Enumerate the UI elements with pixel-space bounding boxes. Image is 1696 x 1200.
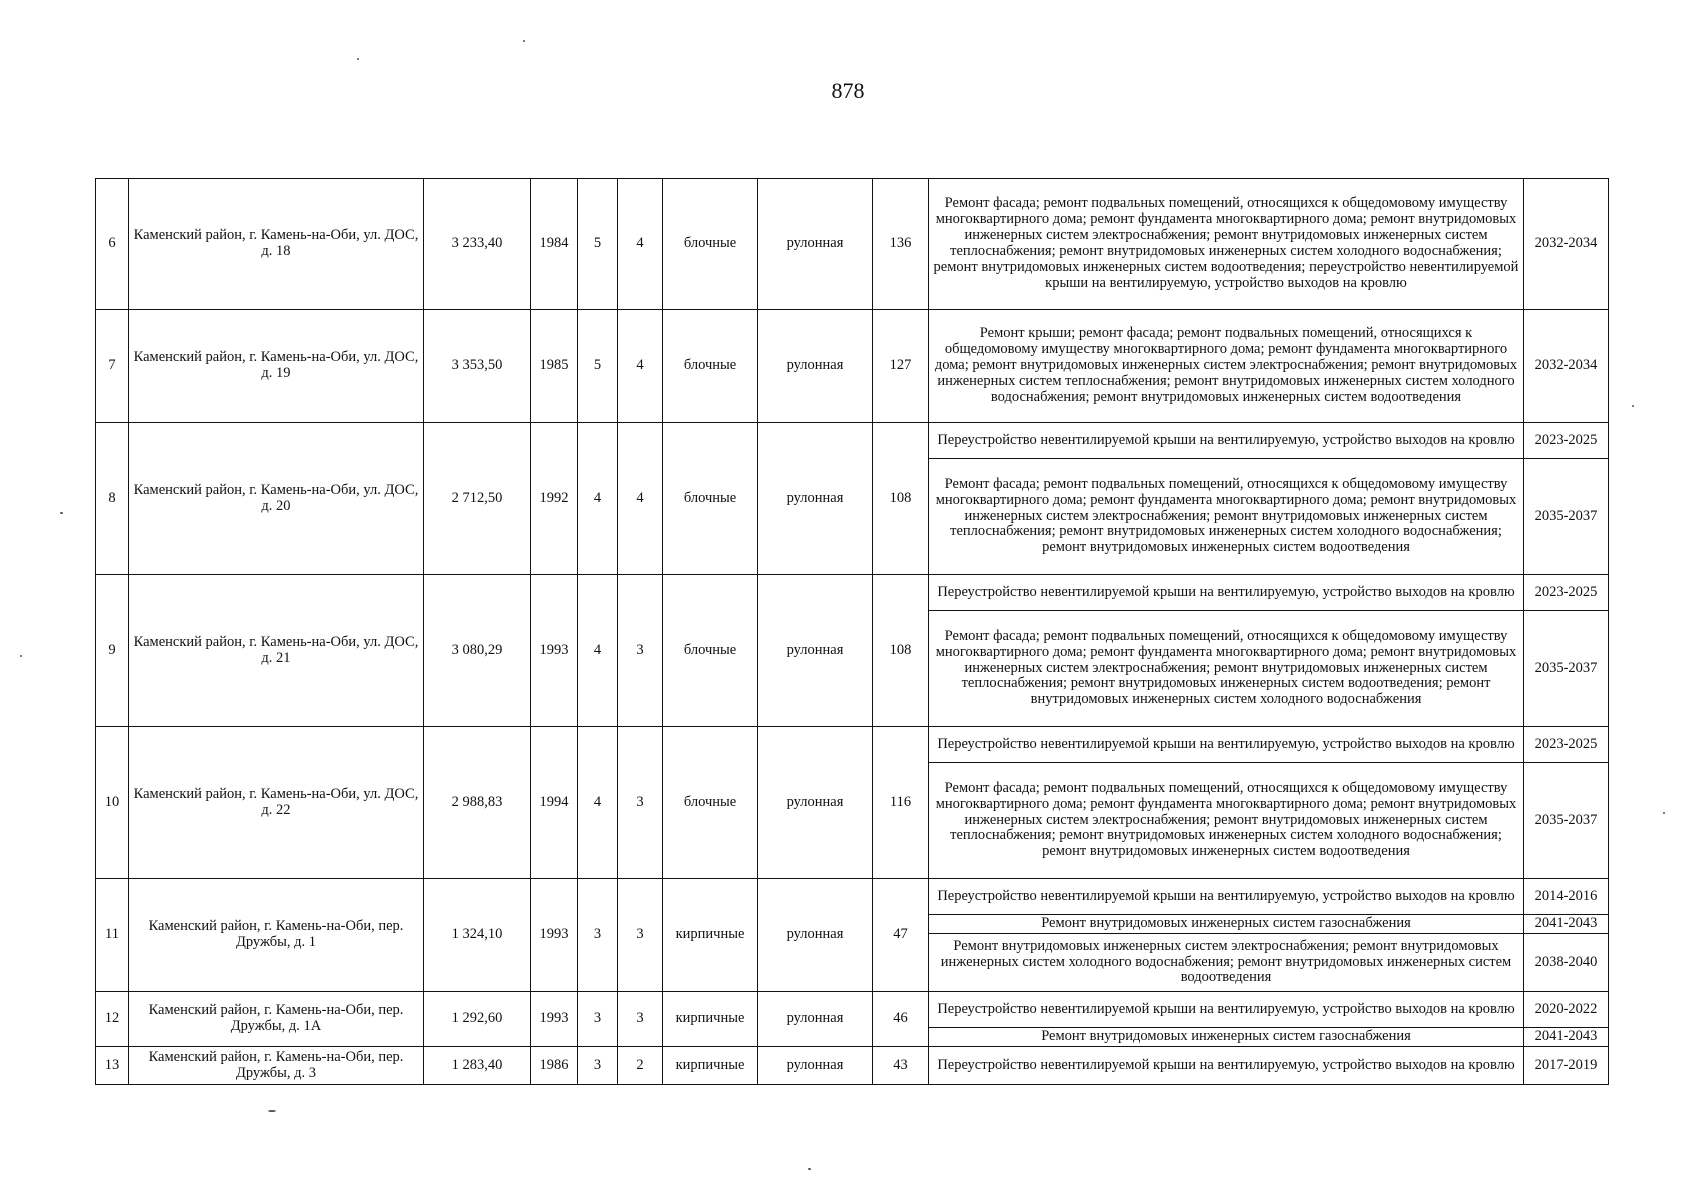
roof-type-cell: рулонная xyxy=(758,727,873,879)
apartments-cell: 116 xyxy=(873,727,929,879)
work-description-cell: Ремонт крыши; ремонт фасада; ремонт подвальных помещений, относящихся к общедомовому имуществу многоквартирного дома; ремонт фундамента многоквартирного дома; ремонт внутридомовых инженерных систем электроснабжения; ремонт внутридомовых инженерных систем теплоснабжения; ремонт внутридомовых инженерных систем холодного водоснабжения; ремонт внутридомовых инженерных систем водоотведения xyxy=(929,310,1524,423)
area-cell: 2 988,83 xyxy=(424,727,531,879)
address-cell: Каменский район, г. Камень-на-Оби, ул. ДОС, д. 18 xyxy=(129,179,424,310)
work-description-cell: Переустройство невентилируемой крыши на вентилируемую, устройство выходов на кровлю xyxy=(929,575,1524,611)
period-cell: 2023-2025 xyxy=(1524,575,1609,611)
address-cell: Каменский район, г. Камень-на-Оби, ул. ДОС, д. 21 xyxy=(129,575,424,727)
entrances-cell: 4 xyxy=(618,179,663,310)
address-cell: Каменский район, г. Камень-на-Оби, ул. ДОС, д. 19 xyxy=(129,310,424,423)
address-cell: Каменский район, г. Камень-на-Оби, пер. Дружбы, д. 1А xyxy=(129,992,424,1047)
entrances-cell: 2 xyxy=(618,1047,663,1085)
row-number: 13 xyxy=(96,1047,129,1085)
work-description-cell: Ремонт внутридомовых инженерных систем газоснабжения xyxy=(929,915,1524,934)
table-row xyxy=(96,1047,1609,1085)
roof-type-cell: рулонная xyxy=(758,179,873,310)
year-cell: 1993 xyxy=(531,575,578,727)
scan-speck xyxy=(1632,405,1634,407)
floors-cell: 5 xyxy=(578,179,618,310)
apartments-cell: 43 xyxy=(873,1047,929,1085)
apartments-cell: 47 xyxy=(873,879,929,992)
work-description-cell: Ремонт внутридомовых инженерных систем электроснабжения; ремонт внутридомовых инженерных систем холодного водоснабжения; ремонт внутридомовых инженерных систем водоотведения xyxy=(929,934,1524,992)
year-cell: 1986 xyxy=(531,1047,578,1085)
row-number: 12 xyxy=(96,992,129,1047)
housing-registry-table xyxy=(95,178,1609,1085)
work-description-cell: Ремонт фасада; ремонт подвальных помещений, относящихся к общедомовому имуществу многоквартирного дома; ремонт фундамента многоквартирного дома; ремонт внутридомовых инженерных систем электроснабжения; ремонт внутридомовых инженерных систем теплоснабжения; ремонт внутридомовых инженерных систем холодного водоснабжения; ремонт внутридомовых инженерных систем водоотведения xyxy=(929,459,1524,575)
apartments-cell: 108 xyxy=(873,423,929,575)
period-cell: 2014-2016 xyxy=(1524,879,1609,915)
scan-speck xyxy=(60,512,63,514)
period-cell: 2017-2019 xyxy=(1524,1047,1609,1085)
roof-type-cell: рулонная xyxy=(758,575,873,727)
floors-cell: 4 xyxy=(578,423,618,575)
scan-speck xyxy=(268,1110,276,1112)
roof-type-cell: рулонная xyxy=(758,423,873,575)
row-number: 10 xyxy=(96,727,129,879)
period-cell: 2032-2034 xyxy=(1524,179,1609,310)
period-cell: 2035-2037 xyxy=(1524,763,1609,879)
address-cell: Каменский район, г. Камень-на-Оби, пер. Дружбы, д. 1 xyxy=(129,879,424,992)
scan-speck xyxy=(357,58,359,60)
row-number: 6 xyxy=(96,179,129,310)
table-row xyxy=(96,879,1609,915)
row-number: 7 xyxy=(96,310,129,423)
table-row xyxy=(96,423,1609,459)
scan-speck xyxy=(1663,812,1665,814)
floors-cell: 4 xyxy=(578,575,618,727)
entrances-cell: 3 xyxy=(618,992,663,1047)
table-body xyxy=(96,179,1609,1085)
floors-cell: 3 xyxy=(578,879,618,992)
wall-material-cell: кирпичные xyxy=(663,992,758,1047)
roof-type-cell: рулонная xyxy=(758,310,873,423)
work-description-cell: Ремонт внутридомовых инженерных систем газоснабжения xyxy=(929,1028,1524,1047)
table-row xyxy=(96,310,1609,423)
year-cell: 1993 xyxy=(531,992,578,1047)
table-row xyxy=(96,575,1609,611)
roof-type-cell: рулонная xyxy=(758,879,873,992)
work-description-cell: Ремонт фасада; ремонт подвальных помещений, относящихся к общедомовому имуществу многоквартирного дома; ремонт фундамента многоквартирного дома; ремонт внутридомовых инженерных систем электроснабжения; ремонт внутридомовых инженерных систем теплоснабжения; ремонт внутридомовых инженерных систем водоотведения; ремонт внутридомовых инженерных систем холодного водоснабжения xyxy=(929,611,1524,727)
area-cell: 2 712,50 xyxy=(424,423,531,575)
area-cell: 3 353,50 xyxy=(424,310,531,423)
period-cell: 2035-2037 xyxy=(1524,611,1609,727)
roof-type-cell: рулонная xyxy=(758,1047,873,1085)
scan-speck xyxy=(523,40,525,42)
floors-cell: 3 xyxy=(578,1047,618,1085)
year-cell: 1994 xyxy=(531,727,578,879)
table-row xyxy=(96,992,1609,1028)
floors-cell: 3 xyxy=(578,992,618,1047)
entrances-cell: 4 xyxy=(618,310,663,423)
period-cell: 2023-2025 xyxy=(1524,727,1609,763)
page-number: 878 xyxy=(831,78,865,103)
apartments-cell: 46 xyxy=(873,992,929,1047)
entrances-cell: 4 xyxy=(618,423,663,575)
wall-material-cell: кирпичные xyxy=(663,1047,758,1085)
work-description-cell: Переустройство невентилируемой крыши на вентилируемую, устройство выходов на кровлю xyxy=(929,992,1524,1028)
wall-material-cell: блочные xyxy=(663,423,758,575)
scan-speck xyxy=(808,1168,811,1170)
wall-material-cell: кирпичные xyxy=(663,879,758,992)
entrances-cell: 3 xyxy=(618,575,663,727)
period-cell: 2035-2037 xyxy=(1524,459,1609,575)
area-cell: 1 283,40 xyxy=(424,1047,531,1085)
work-description-cell: Переустройство невентилируемой крыши на вентилируемую, устройство выходов на кровлю xyxy=(929,879,1524,915)
year-cell: 1985 xyxy=(531,310,578,423)
work-description-cell: Ремонт фасада; ремонт подвальных помещений, относящихся к общедомовому имуществу многоквартирного дома; ремонт фундамента многоквартирного дома; ремонт внутридомовых инженерных систем электроснабжения; ремонт внутридомовых инженерных систем теплоснабжения; ремонт внутридомовых инженерных систем холодного водоснабжения; ремонт внутридомовых инженерных систем водоотведения xyxy=(929,763,1524,879)
scan-speck xyxy=(20,655,22,657)
work-description-cell: Переустройство невентилируемой крыши на вентилируемую, устройство выходов на кровлю xyxy=(929,1047,1524,1085)
area-cell: 1 292,60 xyxy=(424,992,531,1047)
row-number: 11 xyxy=(96,879,129,992)
period-cell: 2020-2022 xyxy=(1524,992,1609,1028)
period-cell: 2038-2040 xyxy=(1524,934,1609,992)
area-cell: 3 233,40 xyxy=(424,179,531,310)
table-row xyxy=(96,727,1609,763)
entrances-cell: 3 xyxy=(618,727,663,879)
row-number: 8 xyxy=(96,423,129,575)
wall-material-cell: блочные xyxy=(663,179,758,310)
period-cell: 2041-2043 xyxy=(1524,1028,1609,1047)
address-cell: Каменский район, г. Камень-на-Оби, пер. Дружбы, д. 3 xyxy=(129,1047,424,1085)
apartments-cell: 136 xyxy=(873,179,929,310)
table-row xyxy=(96,179,1609,310)
wall-material-cell: блочные xyxy=(663,575,758,727)
year-cell: 1993 xyxy=(531,879,578,992)
wall-material-cell: блочные xyxy=(663,310,758,423)
period-cell: 2023-2025 xyxy=(1524,423,1609,459)
address-cell: Каменский район, г. Камень-на-Оби, ул. ДОС, д. 22 xyxy=(129,727,424,879)
area-cell: 3 080,29 xyxy=(424,575,531,727)
row-number: 9 xyxy=(96,575,129,727)
year-cell: 1992 xyxy=(531,423,578,575)
entrances-cell: 3 xyxy=(618,879,663,992)
address-cell: Каменский район, г. Камень-на-Оби, ул. ДОС, д. 20 xyxy=(129,423,424,575)
apartments-cell: 127 xyxy=(873,310,929,423)
year-cell: 1984 xyxy=(531,179,578,310)
work-description-cell: Ремонт фасада; ремонт подвальных помещений, относящихся к общедомовому имуществу многоквартирного дома; ремонт фундамента многоквартирного дома; ремонт внутридомовых инженерных систем электроснабжения; ремонт внутридомовых инженерных систем теплоснабжения; ремонт внутридомовых инженерных систем холодного водоснабжения; ремонт внутридомовых инженерных систем водоотведения; переустройство невентилируемой крыши на вентилируемую, устройство выходов на кровлю xyxy=(929,179,1524,310)
period-cell: 2032-2034 xyxy=(1524,310,1609,423)
period-cell: 2041-2043 xyxy=(1524,915,1609,934)
roof-type-cell: рулонная xyxy=(758,992,873,1047)
work-description-cell: Переустройство невентилируемой крыши на вентилируемую, устройство выходов на кровлю xyxy=(929,727,1524,763)
area-cell: 1 324,10 xyxy=(424,879,531,992)
wall-material-cell: блочные xyxy=(663,727,758,879)
work-description-cell: Переустройство невентилируемой крыши на вентилируемую, устройство выходов на кровлю xyxy=(929,423,1524,459)
floors-cell: 5 xyxy=(578,310,618,423)
floors-cell: 4 xyxy=(578,727,618,879)
apartments-cell: 108 xyxy=(873,575,929,727)
